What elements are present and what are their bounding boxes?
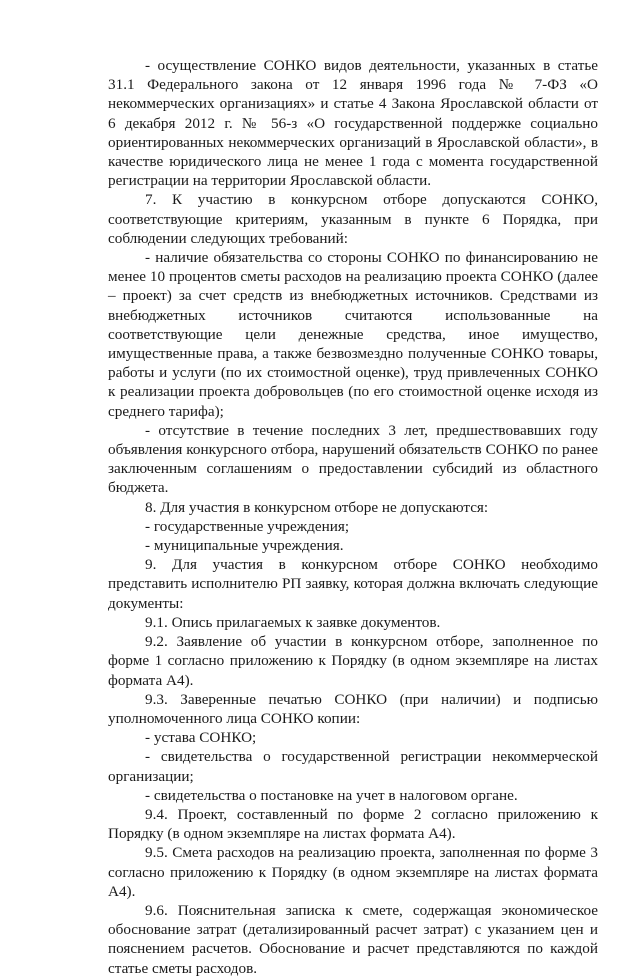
paragraph-charter-copy: - устава СОНКО; xyxy=(145,729,257,747)
paragraph-item-9-3: 9.3. Заверенные печатью СОНКО (при наличии) и подписью уполномоченного лица СОНКО копии: xyxy=(108,690,598,727)
paragraph-item-9-5: 9.5. Смета расходов на реализацию проекта, заполненная по форме 3 согласно приложению к Порядку (в одном экземпляре на листах формата А4). xyxy=(108,844,598,900)
paragraph-item-9-4: 9.4. Проект, составленный по форме 2 согласно приложению к Порядку (в одном экземпляре на листах формата А4). xyxy=(108,805,598,843)
paragraph-activity-criterion: - осуществление СОНКО видов деятельности, указанных в статье 31.1 Федерального закона от 12 января 1996 года № 7-ФЗ «О некоммерческих организациях» и статье 4 Закона Ярославской области от 6 декабря 2012 г. № 56-з «О государственной поддержке социально ориентированных некоммерческих организаций в Ярославской области», в качестве юридического лица не менее 1 года с момента государственной регистрации на территории Ярославской области. xyxy=(108,57,598,190)
paragraph-cofinancing-requirement: - наличие обязательства со стороны СОНКО по финансированию не менее 10 процентов сметы расходов на реализацию проекта СОНКО (далее – проект) за счет средств из внебюджетных источников. Средствами из внебюджетных источников считаются использованные на соответствующие цели денежные средства, иное имущество, имущественные права, а также безвозмездно полученные СОНКО товары, работы и услуги (по их стоимостной оценке), труд привлеченных СОНКО к реализации проекта добровольцев (по его стоимостной оценке исходя из среднего тарифа); xyxy=(108,249,598,420)
paragraph-no-violations-requirement: - отсутствие в течение последних 3 лет, предшествовавших году объявления конкурсного отбора, нарушений обязательств СОНКО по ранее заключенным соглашениям о предоставлении субсидий из областного бюджета. xyxy=(108,421,598,497)
paragraph-registration-certificate: - свидетельства о государственной регистрации некоммерческой организации; xyxy=(108,748,598,785)
paragraph-item-8: 8. Для участия в конкурсном отборе не допускаются: xyxy=(145,498,489,516)
paragraph-item-9-6: 9.6. Пояснительная записка к смете, содержащая экономическое обоснование затрат (детализированный расчет затрат) с указанием цен и пояснением расчетов. Обоснование и расчет представляются по каждой статье сметы расходов. xyxy=(108,901,598,977)
paragraph-tax-certificate: - свидетельства о постановке на учет в налоговом органе. xyxy=(145,786,518,804)
paragraph-municipal-institutions: - муниципальные учреждения. xyxy=(145,537,344,555)
paragraph-item-9-1: 9.1. Опись прилагаемых к заявке документов. xyxy=(145,613,441,631)
paragraph-item-9: 9. Для участия в конкурсном отборе СОНКО необходимо представить исполнителю РП заявку, которая должна включать следующие документы: xyxy=(108,556,598,612)
paragraph-state-institutions: - государственные учреждения; xyxy=(145,517,350,535)
paragraph-item-9-2: 9.2. Заявление об участии в конкурсном отборе, заполненное по форме 1 согласно приложению к Порядку (в одном экземпляре на листах формата А4). xyxy=(108,633,598,689)
paragraph-item-7: 7. К участию в конкурсном отборе допускаются СОНКО, соответствующие критериям, указанным в пункте 6 Порядка, при соблюдении следующих требований: xyxy=(108,191,598,247)
